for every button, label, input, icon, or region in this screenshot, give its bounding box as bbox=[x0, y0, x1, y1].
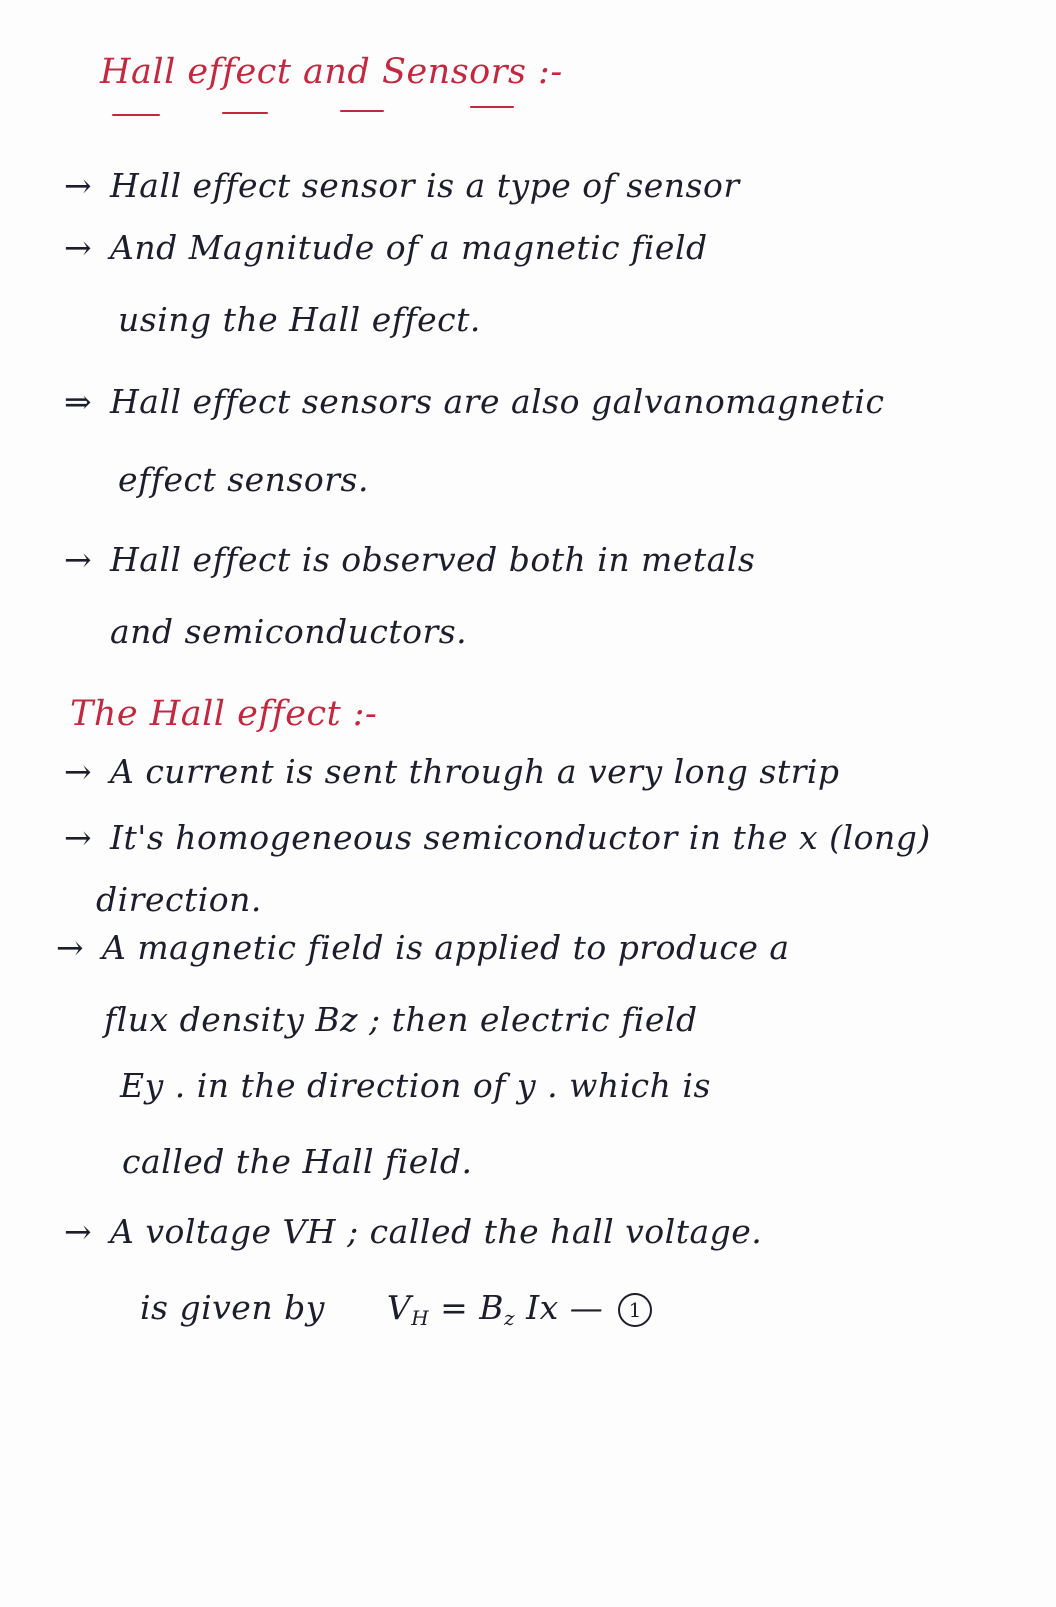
double-arrow-bullet-icon: ⇒ bbox=[64, 382, 93, 421]
equation-line bbox=[140, 1288, 652, 1330]
note-text: Ey . in the direction of y . which is bbox=[120, 1066, 711, 1105]
note-text: Hall effect sensors are also galvanomagnetic bbox=[110, 382, 885, 421]
arrow-bullet-icon: → bbox=[64, 752, 93, 791]
equation-rhs-tail: Ix bbox=[515, 1288, 559, 1327]
heading-underline-mark bbox=[470, 106, 514, 108]
note-text: called the Hall field. bbox=[122, 1142, 473, 1181]
note-text: using the Hall effect. bbox=[118, 300, 481, 339]
equation-rhs: = B bbox=[440, 1288, 505, 1327]
note-line bbox=[56, 928, 790, 967]
equation-number-badge: 1 bbox=[618, 1293, 652, 1327]
note-text: A current is sent through a very long strip bbox=[110, 752, 840, 791]
note-line bbox=[96, 880, 262, 919]
note-line bbox=[118, 460, 369, 499]
note-text: direction. bbox=[96, 880, 262, 919]
note-text: A magnetic field is applied to produce a bbox=[102, 928, 790, 967]
heading-underline-mark bbox=[112, 114, 160, 116]
section-heading-hall-effect-sensors: Hall effect and Sensors :- bbox=[100, 52, 563, 92]
note-line bbox=[104, 1000, 698, 1039]
equation-rhs-subscript: z bbox=[504, 1306, 516, 1330]
note-line bbox=[64, 166, 740, 205]
section-heading-the-hall-effect: The Hall effect :- bbox=[70, 694, 378, 734]
arrow-bullet-icon: → bbox=[64, 228, 93, 267]
heading-underline-mark bbox=[340, 110, 384, 112]
equation-lhs: V bbox=[386, 1288, 412, 1327]
note-line bbox=[118, 300, 481, 339]
arrow-bullet-icon: → bbox=[64, 1212, 93, 1251]
note-line bbox=[64, 382, 884, 421]
note-text: It's homogeneous semiconductor in the x (long) bbox=[110, 818, 931, 857]
note-text: and semiconductors. bbox=[110, 612, 468, 651]
note-text: flux density Bz ; then electric field bbox=[104, 1000, 698, 1039]
arrow-bullet-icon: → bbox=[64, 818, 93, 857]
note-text: effect sensors. bbox=[118, 460, 369, 499]
note-line bbox=[64, 752, 840, 791]
note-line bbox=[120, 1066, 711, 1105]
note-line bbox=[64, 818, 931, 857]
heading-underline-mark bbox=[222, 112, 268, 114]
note-text: A voltage VH ; called the hall voltage. bbox=[110, 1212, 763, 1251]
note-text: Hall effect is observed both in metals bbox=[110, 540, 756, 579]
equation-lhs-subscript: H bbox=[411, 1306, 430, 1330]
equation-dash: — bbox=[569, 1288, 604, 1327]
note-line bbox=[122, 1142, 472, 1181]
note-line bbox=[64, 540, 755, 579]
note-text: And Magnitude of a magnetic field bbox=[110, 228, 708, 267]
arrow-bullet-icon: → bbox=[64, 166, 93, 205]
equation-prefix: is given by bbox=[140, 1288, 325, 1327]
note-text: Hall effect sensor is a type of sensor bbox=[110, 166, 740, 205]
arrow-bullet-icon: → bbox=[56, 928, 85, 967]
note-line bbox=[64, 228, 708, 267]
note-line bbox=[110, 612, 467, 651]
arrow-bullet-icon: → bbox=[64, 540, 93, 579]
note-line bbox=[64, 1212, 762, 1251]
